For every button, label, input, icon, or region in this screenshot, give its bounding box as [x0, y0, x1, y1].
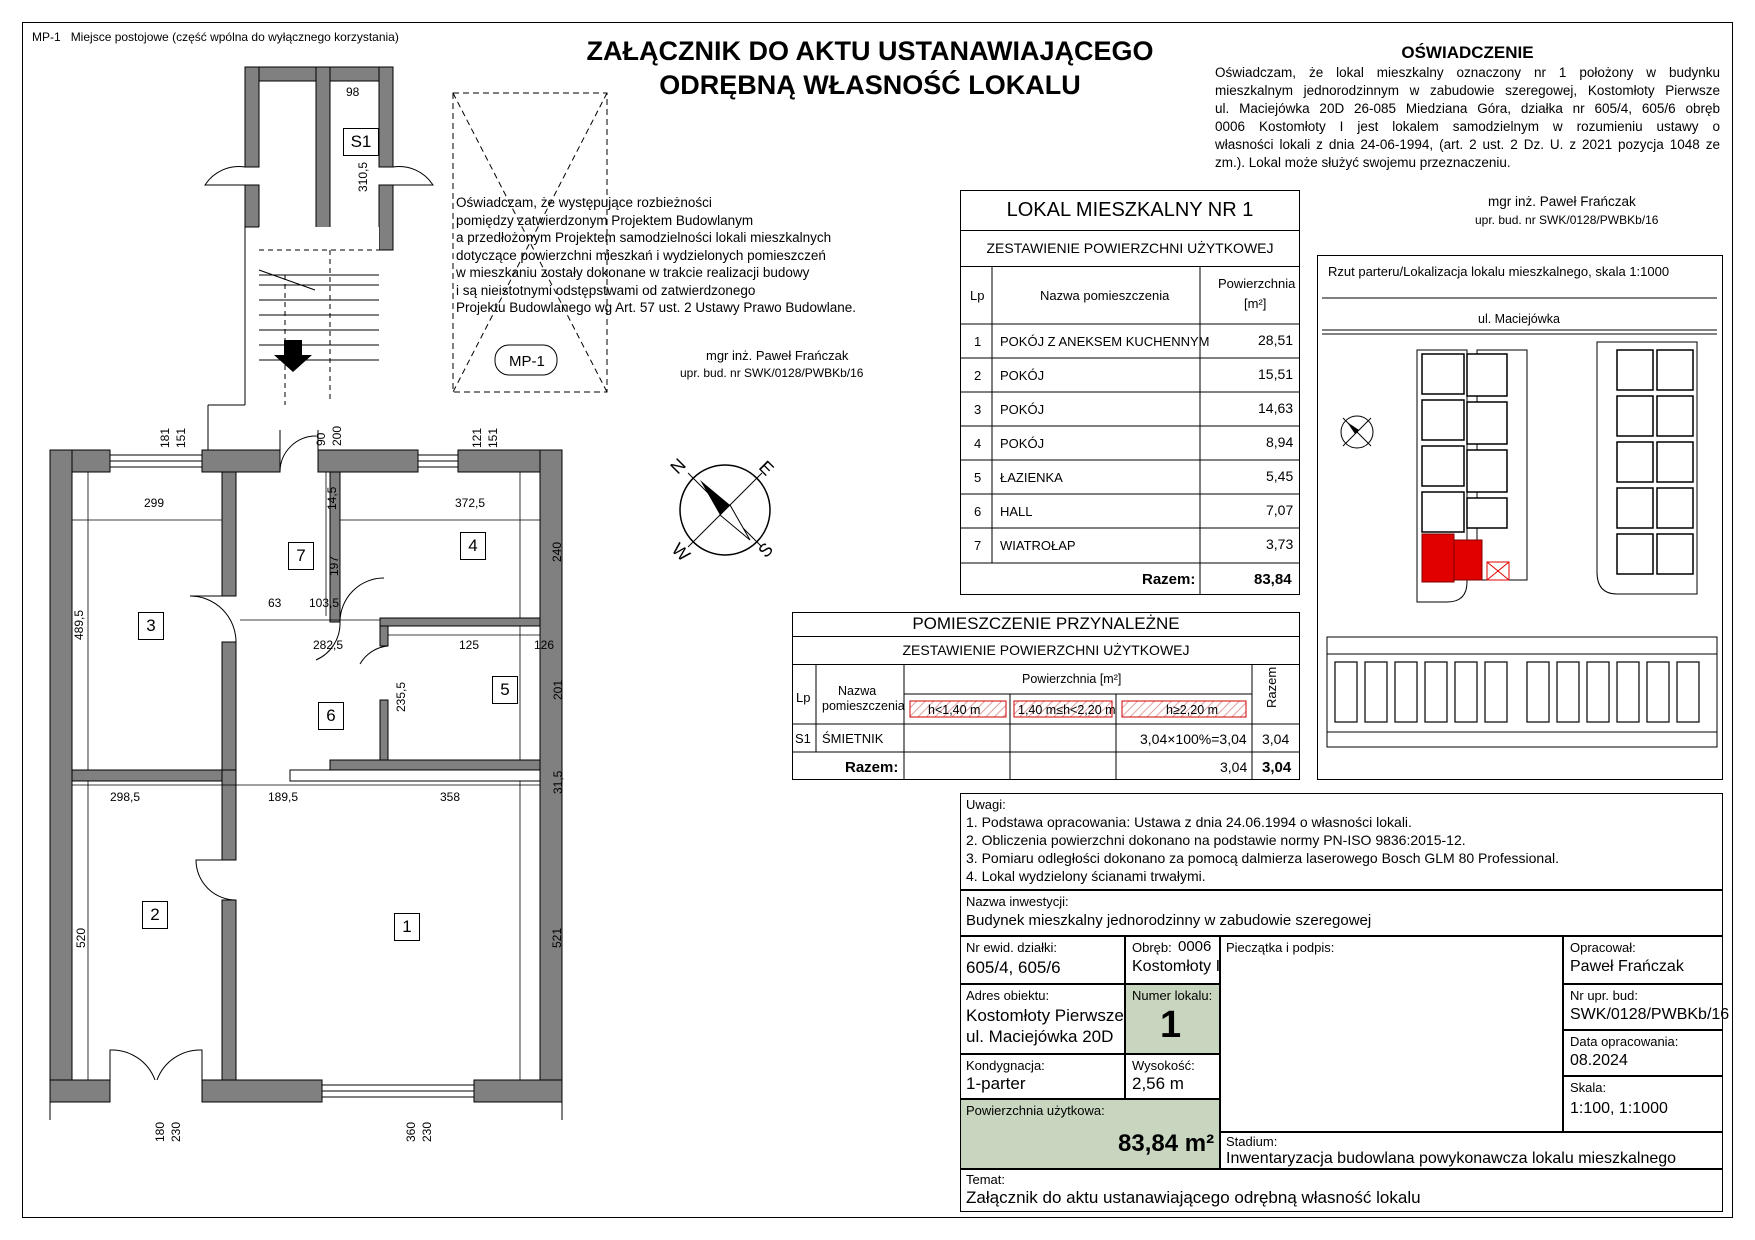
address-line-2: ul. Maciejówka 20D — [966, 1027, 1114, 1046]
declaration-line: mieszkalnym jednorodzinnym w zabudowie szeregowej, Kostomłoty Pierwsze — [1215, 83, 1720, 98]
room-number-4: 4 — [460, 532, 486, 560]
statement-line: Oświadczam, że występujące rozbieżności — [456, 195, 712, 210]
row-lp: 6 — [974, 504, 982, 519]
aux-total-label: Razem: — [845, 759, 899, 776]
unit-number-value: 1 — [1160, 1004, 1182, 1046]
statement-line: Projektu Budowlanego wg Art. 57 ust. 2 Ustawy Prawo Budowlane. — [456, 300, 856, 315]
floor-label: Kondygnacja: — [966, 1058, 1045, 1073]
aux-total: 3,04 — [1262, 759, 1292, 776]
parcel-label: Nr ewid. działki: — [966, 940, 1058, 955]
dim-label: 151 — [174, 427, 188, 448]
license-label: Nr upr. bud: — [1570, 988, 1638, 1003]
row-lp: 5 — [974, 470, 982, 485]
declaration-license: upr. bud. nr SWK/0128/PWBKb/16 — [1475, 213, 1659, 227]
usable-area-value: 83,84 m² — [1118, 1130, 1215, 1157]
row-name: WIATROŁAP — [1000, 538, 1076, 553]
aux-row-sum: 3,04 — [1262, 731, 1290, 747]
dim-label: 310,5 — [356, 161, 370, 192]
investment-label: Nazwa inwestycji: — [966, 894, 1069, 909]
col-lp: Lp — [970, 288, 985, 303]
declaration-line: Oświadczam, że lokal mieszkalny oznaczony nr 1 położony w budynku — [1215, 65, 1720, 80]
precinct-label: Obręb: — [1132, 940, 1172, 955]
room-number-3: 3 — [138, 612, 164, 640]
dim-label: 299 — [144, 496, 165, 510]
dim-label: 90 — [314, 432, 328, 446]
location-caption: Rzut parteru/Lokalizacja lokalu mieszkalnego, skala 1:1000 — [1328, 264, 1670, 279]
statement-license: upr. bud. nr SWK/0128/PWBKb/16 — [680, 366, 864, 380]
dim-label: 125 — [459, 638, 480, 652]
declaration-line: zm.). Lokal może służyć swojemu przeznaczeniu. — [1215, 155, 1511, 170]
row-name: POKÓJ — [1000, 402, 1045, 417]
note-item: 2. Obliczenia powierzchni dokonano na podstawie normy PN-ISO 9836:2015-12. — [966, 832, 1466, 848]
author-label: Opracował: — [1570, 940, 1636, 955]
statement-line: a przedłożonym Projektem samodzielności lokali mieszkalnych — [456, 230, 832, 245]
scale-label: Skala: — [1570, 1080, 1607, 1095]
declaration-line: własności lokali z dnia 24-06-1994, (art. 2 ust. 2 Dz. U. z 2021 pozycja 1048 ze — [1215, 137, 1720, 152]
location-street: ul. Maciejówka — [1478, 312, 1560, 326]
precinct-value: Kostomłoty I — [1132, 958, 1221, 975]
row-area: 14,63 — [1258, 400, 1294, 416]
dim-label: 298,5 — [110, 790, 141, 804]
declaration-heading: OŚWIADCZENIE — [1401, 43, 1534, 62]
license-value: SWK/0128/PWBKb/16 — [1570, 1006, 1730, 1023]
parking-label: MP-1 — [509, 353, 545, 370]
dim-label: 151 — [486, 427, 500, 448]
row-area: 28,51 — [1258, 332, 1294, 348]
subject-label: Temat: — [966, 1172, 1006, 1187]
subject-value: Załącznik do aktu ustanawiającego odrębną własność lokalu — [966, 1188, 1421, 1207]
dim-label: 230 — [420, 1121, 434, 1142]
dim-label: 121 — [470, 427, 484, 448]
dim-label: 126 — [534, 638, 555, 652]
aux-row-h3: 3,04×100%=3,04 — [1140, 731, 1247, 747]
compass-e: E — [755, 456, 778, 480]
aux-col-lp: Lp — [796, 690, 811, 705]
row-area: 3,73 — [1266, 536, 1294, 552]
room-number-2: 2 — [142, 901, 168, 929]
dim-label: 98 — [346, 85, 360, 99]
compass-n: N — [666, 454, 690, 478]
date-value: 08.2024 — [1570, 1052, 1628, 1069]
room-number-7: 7 — [288, 542, 314, 570]
dim-label: 521 — [550, 927, 564, 948]
dim-label: 189,5 — [268, 790, 299, 804]
row-lp: 2 — [974, 368, 982, 383]
dim-label: 360 — [404, 1121, 418, 1142]
aux-row-lp: S1 — [795, 731, 811, 746]
address-line-1: Kostomłoty Pierwsze — [966, 1006, 1124, 1025]
room-number-1: 1 — [394, 913, 420, 941]
total-value: 83,84 — [1254, 571, 1292, 588]
height-value: 2,56 m — [1132, 1074, 1184, 1093]
room-number-s1: S1 — [343, 128, 379, 156]
declaration-signer: mgr inż. Paweł Frańczak — [1488, 194, 1636, 209]
statement-line: dotyczące powierzchni mieszkań i wydzielonych pomieszczeń — [456, 247, 826, 263]
note-item: 3. Pomiaru odległości dokonano za pomocą dalmierza laserowego Bosch GLM 80 Professional. — [966, 850, 1559, 866]
dim-label: 63 — [268, 596, 282, 610]
dim-label: 489,5 — [72, 609, 86, 640]
unit-table-title: LOKAL MIESZKALNY NR 1 — [960, 190, 1300, 231]
title-line-2: ODRĘBNĄ WŁASNOŚĆ LOKALU — [659, 70, 1081, 100]
aux-col-name: Nazwa — [838, 684, 877, 698]
dim-label: 197 — [327, 555, 341, 576]
scale-value: 1:100, 1:1000 — [1570, 1100, 1668, 1117]
dim-label: 103,5 — [309, 596, 340, 610]
stamp-cell — [1220, 936, 1563, 1132]
dim-label: 520 — [74, 927, 88, 948]
unit-table-subtitle: ZESTAWIENIE POWIERZCHNI UŻYTKOWEJ — [960, 230, 1300, 267]
col-area-unit: [m²] — [1244, 296, 1267, 311]
declaration-line: ul. Maciejówka 20D 26-085 Miedziana Góra, działka nr 605/4, 605/6 obręb — [1215, 101, 1720, 116]
precinct-number: 0006 — [1178, 938, 1212, 955]
col-name: Nazwa pomieszczenia — [1040, 288, 1170, 303]
usable-area-label: Powierzchnia użytkowa: — [966, 1103, 1105, 1118]
row-name: POKÓJ Z ANEKSEM KUCHENNYM — [1000, 334, 1210, 349]
dim-label: 282,5 — [313, 638, 344, 652]
corner-note — [32, 30, 399, 44]
row-lp: 7 — [974, 538, 982, 553]
total-label: Razem: — [1142, 571, 1196, 588]
statement-signer: mgr inż. Paweł Frańczak — [706, 348, 849, 363]
aux-table-subtitle: ZESTAWIENIE POWIERZCHNI UŻYTKOWEJ — [792, 636, 1300, 665]
dim-label: 372,5 — [455, 496, 486, 510]
aux-table-title: POMIESZCZENIE PRZYNALEŻNE — [792, 612, 1300, 637]
statement-line: i są nieistotnymi odstępstwami od zatwierdzonego — [456, 282, 756, 298]
aux-col-sum: Razem — [1264, 666, 1279, 708]
dim-label: 230 — [169, 1121, 183, 1142]
row-area: 7,07 — [1266, 502, 1294, 518]
compass-s: S — [754, 538, 777, 562]
row-area: 15,51 — [1258, 366, 1294, 382]
dim-label: 181 — [158, 427, 172, 448]
date-label: Data opracowania: — [1570, 1034, 1679, 1049]
title-line-1: ZAŁĄCZNIK DO AKTU USTANAWIAJĄCEGO — [586, 36, 1154, 66]
height-label: Wysokość: — [1132, 1058, 1195, 1073]
address-label: Adres obiektu: — [966, 988, 1050, 1003]
row-area: 5,45 — [1266, 468, 1294, 484]
stage-value: Inwentaryzacja budowlana powykonawcza lokalu mieszkalnego — [1226, 1150, 1677, 1167]
aux-col-area: Powierzchnia [m²] — [1022, 672, 1122, 686]
statement-line: pomiędzy zatwierdzonym Projektem Budowlanym — [456, 212, 754, 228]
aux-total-h3: 3,04 — [1220, 759, 1248, 775]
author-value: Paweł Frańczak — [1570, 958, 1684, 975]
site-plan-drawing — [1317, 282, 1723, 780]
row-name: POKÓJ — [1000, 436, 1045, 451]
col-area: Powierzchnia — [1218, 276, 1296, 291]
parcel-value: 605/4, 605/6 — [966, 958, 1061, 977]
row-name: HALL — [1000, 504, 1033, 519]
floor-value: 1-parter — [966, 1074, 1026, 1093]
aux-col-h1: h<1,40 m — [928, 703, 981, 717]
row-area: 8,94 — [1266, 434, 1294, 450]
compass-w: W — [667, 539, 694, 566]
statement-line: w mieszkaniu zostały dokonane w trakcie realizacji budowy — [456, 265, 810, 280]
investment-value: Budynek mieszkalny jednorodzinny w zabudowie szeregowej — [966, 912, 1372, 929]
dim-label: 31,5 — [551, 770, 565, 794]
stamp-label: Pieczątka i podpis: — [1226, 940, 1335, 955]
unit-number-label: Numer lokalu: — [1132, 988, 1213, 1003]
dim-label: 235,5 — [394, 681, 408, 712]
declaration-line: 0006 Kostomłoty I jest lokalem samodzielnym w rozumieniu ustawy o — [1215, 119, 1720, 134]
dim-label: 180 — [153, 1121, 167, 1142]
corner-note-text: Miejsce postojowe (część wpólna do wyłącznego korzystania) — [70, 30, 399, 44]
floor-plan — [40, 60, 630, 1120]
row-lp: 3 — [974, 402, 982, 417]
aux-col-name: pomieszczenia — [822, 699, 905, 713]
row-name: ŁAZIENKA — [1000, 470, 1063, 485]
stage-label: Stadium: — [1226, 1134, 1278, 1149]
page-title — [560, 34, 1180, 102]
dim-label: 201 — [551, 679, 565, 700]
row-lp: 1 — [974, 334, 982, 349]
aux-col-h2: 1,40 m≤h<2,20 m — [1018, 703, 1116, 717]
note-item: 1. Podstawa opracowania: Ustawa z dnia 24.06.1994 o własności lokali. — [966, 814, 1412, 830]
note-item: 4. Lokal wydzielony ścianami trwałymi. — [966, 868, 1206, 884]
room-number-6: 6 — [318, 702, 344, 730]
notes-heading: Uwagi: — [966, 797, 1006, 812]
aux-row-name: ŚMIETNIK — [822, 731, 884, 746]
row-name: POKÓJ — [1000, 368, 1045, 383]
declaration — [1215, 42, 1720, 172]
row-lp: 4 — [974, 436, 982, 451]
dim-label: 358 — [440, 790, 461, 804]
aux-col-h3: h≥2,20 m — [1166, 703, 1219, 717]
room-number-5: 5 — [492, 676, 518, 704]
dim-label: 200 — [330, 425, 344, 446]
dim-label: 240 — [550, 541, 564, 562]
corner-note-code: MP-1 — [32, 30, 61, 44]
dim-label: 14,5 — [325, 486, 339, 510]
